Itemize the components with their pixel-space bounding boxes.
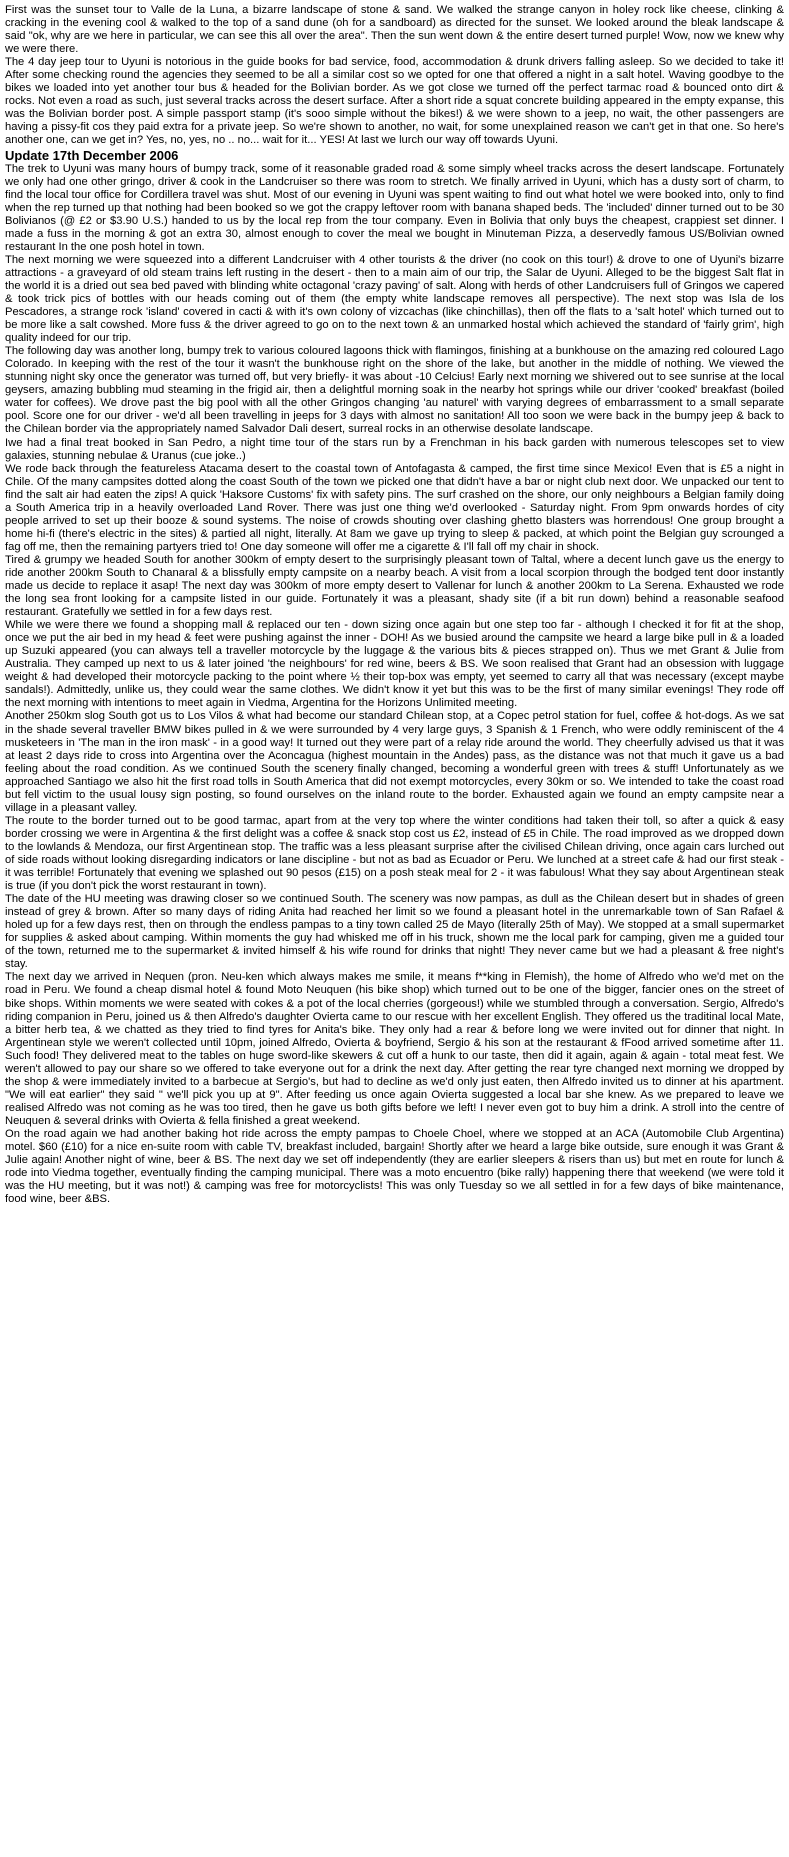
paragraph-antofagasta: We rode back through the featureless Atacama desert to the coastal town of Antofagasta & camped, the first time since Mexico! Even that is £5 a night in Chile. Of the many campsites dotted along the coast South of the town we picked one that didn't have a bar or night club next door. We unpacked our tent to find the salt air had eaten the zips! A quick 'Haksore Customs' fix with safety pins. The surf crashed on the shore, our only neighbours a Belgian family doing a South America trip in a heavily overloaded Land Rover. There was just one thing we'd overlooked - Saturday night. From 9pm onwards hordes of city people arrived to set up their booze & sound systems. The noise of crowds shouting over clashing ghetto blasters was horrendous! One group brought a home hi-fi (there's electric in the sites) & partied all night, literally. At 8am we gave up trying to sleep & packed, at which point the Belgian guy scrounged a fag off me, then the remaining partyers tried to! One day someone will offer me a cigarette & I'll fall off my chair in shock. [5, 462, 784, 553]
paragraph-viedma: On the road again we had another baking hot ride across the empty pampas to Choele Choel, where we stopped at an ACA (Automobile Club Argentina) motel. $60 (£10) for a nice en-suite room with cable TV, breakfast included, bargain! Shortly after we heard a large bike outside, sure enough it was Grant & Julie again! Another night of wine, beer & BS. The next day we set off independently (they are earlier sleepers & risers than us) but met en route for lunch & rode into Viedma together, eventually finding the camping municipal. There was a moto encuentro (bike rally) happening there that weekend (we were told it was the HU meeting, but it was not!) & camping was free for motorcyclists! This was only Tuesday so we all settled in for a few days of bike maintenance, food wine, beer &BS. [5, 1127, 784, 1206]
paragraph-san-rafael: The date of the HU meeting was drawing closer so we continued South. The scenery was now pampas, as dull as the Chilean desert but in shades of green instead of grey & brown. After so many days of riding Anita had reached her limit so we found a pleasant hotel in the unremarkable town of San Rafael & holed up for a few days rest, then on through the endless pampas to a tiny town called 25 de Mayo (literally 25th of May). We stopped at a small supermarket for supplies & asked about camping. Within moments the guy had whisked me off in his truck, shown me the local park for camping, given me a guided tour of the town, returned me to the supermarket & invited himself & his wife round for drinks that night! They never came but we had a pleasant & free night's stay. [5, 893, 784, 971]
paragraph-san-pedro-stars: Iwe had a final treat booked in San Pedro, a night time tour of the stars run by a Frenchman in his back garden with numerous telescopes set to view galaxies, stunning nebulae & Uranus (cue joke..) [5, 436, 784, 462]
paragraph-grant-and-julie: While we were there we found a shopping mall & replaced our ten - down sizing once again but one step too far - although I checked it for fit at the shop, once we put the air bed in my head & feet were pushing against the inner - DOH! As we busied around the campsite we heard a large bike pull in & a loaded up Suzuki appeared (you can always tell a traveller motorcycle by the luggage & the various bits & pieces strapped on). Thus we met Grant & Julie from Australia. They camped up next to us & later joined 'the neighbours' for red wine, beers & BS. We soon realised that Grant had an obsession with luggage weight & had developed their motorcycle packing to the point where ½ their top-box was empty, yet seemed to carry all that was necessary (except maybe sandals!). Admittedly, unlike us, they could wear the same clothes. We didn't know it yet but this was to be the first of many similar evenings! They rode off the next morning with intentions to meet again in Viedma, Argentina for the Horizons Unlimited meeting. [5, 619, 784, 710]
travel-journal-text [5, 4, 784, 1206]
paragraph-lago-colorado: The following day was another long, bumpy trek to various coloured lagoons thick with flamingos, finishing at a bunkhouse on the amazing red coloured Lago Colorado. In keeping with the rest of the tour it wasn't the bunkhouse right on the shore of the lake, but another in the middle of nothing. We viewed the stunning night sky once the generator was turned off, but very briefly- it was about -10 Celcius! Early next morning we shivered out to see sunrise at the local geysers, amazing bubbling mud steaming in the frigid air, then a delightful morning soak in the nearby hot springs while our driver 'cooked' breakfast (boiled water for coffees). We drove past the big pool with all the other Gringos changing 'au naturel' with varying degrees of embarrassment to a small separate pool. Score one for our driver - we'd all been travelling in jeeps for 3 days with almost no sanitation! All too soon we were back in the bumpy jeep & back to the Chilean border via the appropriately named Salvador Dali desert, surreal rocks in an otherwise desolate landscape. [5, 345, 784, 436]
paragraph-jeep-tour-uyuni: The 4 day jeep tour to Uyuni is notorious in the guide books for bad service, food, accommodation & drunk drivers falling asleep. So we decided to take it! After some checking round the agencies they seemed to be all a similar cost so we opted for one that offered a night in a salt hotel. Waving goodbye to the bikes we loaded into yet another tour bus & headed for the Bolivian border. As we got close we turned off the perfect tarmac road & bounced onto dirt & rocks. Not even a road as such, just several tracks across the desert surface. After a short ride a squat concrete building appeared in the empty expanse, this was the Bolivian border post. A simple passport stamp (it's sooo simple without the bikes!) & we were shown to a jeep, no wait, the other passengers are having a pissy-fit cos they paid extra for a private jeep. So we're shown to another, no wait, for some unexplained reason we can't get in that one. So here's another one, can we get in? Yes, no, yes, no .. no... wait for it... YES! At last we lurch our way off towards Uyuni. [5, 56, 784, 147]
paragraph-valle-de-la-luna: First was the sunset tour to Valle de la Luna, a bizarre landscape of stone & sand. We walked the strange canyon in holey rock like cheese, clinking & cracking in the evening cool & walked to the top of a sand dune (oh for a sandboard) as directed for the sunset. We looked around the bleak landscape & said "ok, why are we here in particular, we can see this all over the area". Then the sun went down & the entire desert turned purple! Wow, now we knew why we were there. [5, 4, 784, 56]
paragraph-mendoza: The route to the border turned out to be good tarmac, apart from at the very top where the winter conditions had taken their toll, so after a quick & easy border crossing we were in Argentina & the first delight was a coffee & snack stop cost us £2, instead of £5 in Chile. The road improved as we dropped down to the lowlands & Mendoza, our first Argentinean stop. The traffic was a less pleasant surprise after the civilised Chilean driving, once again cars lurched out of side roads without looking disregarding indicators or lane discipline - but not as bad as Ecuador or Peru. We lunched at a street cafe & had our first steak - it was terrible! Fortunately that evening we splashed out 90 pesos (£15) on a posh steak meal for 2 - it was fabulous! What they say about Argentinean steak is true (if you don't pick the worst restaurant in town). [5, 814, 784, 893]
paragraph-salar-de-uyuni: The next morning we were squeezed into a different Landcruiser with 4 other tourists & the driver (no cook on this tour!) & drove to one of Uyuni's bizarre attractions - a graveyard of old steam trains left rusting in the desert - then to a main aim of our trip, the Salar de Uyuni. Alleged to be the biggest Salt flat in the world it is a dried out sea bed paved with blinding white octagonal 'crazy paving' of salt. Along with herds of other Landcruisers full of Gringos we capered & took trick pics of bottles with our heads coming out of them (the empty white landscape removes all perspective). The next stop was Isla de los Pescadores, a strange rock 'island' covered in cacti & with it's own colony of vizcachas (like chinchillas), then off the flats to a 'salt hotel' which turned out to be more like a salt cowshed. More fuss & the driver agreed to go on to the next town & an unmarked hostal which achieved the standard of 'fairly grim', high quality indeed for our trip. [5, 253, 784, 345]
paragraph-taltal-la-serena: Tired & grumpy we headed South for another 300km of empty desert to the surprisingly pleasant town of Taltal, where a decent lunch gave us the energy to ride another 200km South to Chanaral & a blissfully empty campsite on a nearby beach. A visit from a local scorpion through the bodged tent door instantly made us decide to replace it asap! The next day was 300km of more empty desert to Vallenar for lunch & another 200km to La Serena. Exhausted we rode the long sea front looking for a campsite listed in our guide. Fortunately it was a pleasant, shady site (if a bit run down) behind a reasonable seafood restaurant. Gratefully we settled in for a few days rest. [5, 553, 784, 619]
paragraph-los-vilos: Another 250km slog South got us to Los Vilos & what had become our standard Chilean stop, at a Copec petrol station for fuel, coffee & hot-dogs. As we sat in the shade several traveller BMW bikes pulled in & we were surrounded by 4 very large guys, 3 Spanish & 1 French, who were oddly reminiscent of the 4 musketeers in 'The man in the iron mask' - in a good way! It turned out they were part of a relay ride around the world. They cheerfully advised us that it was at least 2 days ride to cross into Argentina over the Aconcagua (highest mountain in the Andes) pass, as the distance was not that much it gave us a bad feeling about the road condition. As we continued South the scenery finally changed, becoming a wonderful green with trees & stuff! Unfortunately as we approached Santiago we also hit the first road tolls in South America that did not exempt motorcycles, every 30km or so. We intended to take the coast road but fell victim to the usual lousy sign posting, so found ourselves on the inland route to the border. Exhausted again we found an empty campsite near a village in a pleasant valley. [5, 710, 784, 814]
paragraph-trek-to-uyuni: The trek to Uyuni was many hours of bumpy track, some of it reasonable graded road & some simply wheel tracks across the desert landscape. Fortunately we only had one other gringo, driver & cook in the Landcruiser so there was room to stretch. We finally arrived in Uyuni, which has a dusty sort of charm, to find the local tour office for Cordillera travel was shut. Most of our evening in Uyuni was spent waiting to find out what hotel we were booked into, only to find when the rep turned up that nothing had been booked so we got the crappy leftover room with banana shaped beds. The 'included' dinner turned out to be 30 Bolivianos (@ £2 or $3.90 U.S.) handed to us by the local rep from the tour company. Even in Bolivia that only buys the cheapest, crappiest set dinner. I made a fuss in the morning & got an extra 30, almost enough to cover the meal we bought in Minuteman Pizza, a deservedly famous US/Bolivian owned restaurant In the one posh hotel in town. [5, 162, 784, 253]
update-heading: Update 17th December 2006 [5, 147, 179, 163]
paragraph-neuquen: The next day we arrived in Nequen (pron. Neu-ken which always makes me smile, it means f**king in Flemish), the home of Alfredo who we'd met on the road in Peru. We found a cheap dismal hotel & found Moto Neuquen (his bike shop) which turned out to be one of the bigger, fancier ones on the street of bike shops. Within moments we were seated with cokes & a pot of the local cherries (gorgeous!) while we stumbled through a conversation. Sergio, Alfredo's riding companion in Peru, joined us & then Alfredo's daughter Ovierta came to our rescue with her excellent English. They offered us the traditinal local Mate, a bitter herb tea, & we chatted as they tried to find tyres for Anita's bike. They only had a rear & before long we were invited out for dinner that night. In Argentinean style we weren't collected until 10pm, joined Alfredo, Ovierta & boyfriend, Sergio & his son at the restaurant & fFood arrived sometime after 11. Such food! They delivered meat to the tables on huge sword-like skewers & cut off a hunk to our taste, then did it again, again & again - total meat fest. We weren't allowed to pay our share so we offered to take everyone out for a drink the next day. After getting the rear tyre changed next morning we dropped by the shop & were immediately invited to a barbecue at Sergio's, but had to decline as we'd only just eaten, then Alfredo invited us to dinner at his apartment. "We will eat earlier" they said " we'll pick you up at 9". After feeding us once again Ovierta suggested a local bar she knew. As we prepared to leave we realised Alfredo was not coming as he was too tired, then he gave us both gifts before we left! I never even got to buy him a drink. A stroll into the centre of Neuquen & several drinks with Ovierta & fella finished a great weekend. [5, 971, 784, 1127]
